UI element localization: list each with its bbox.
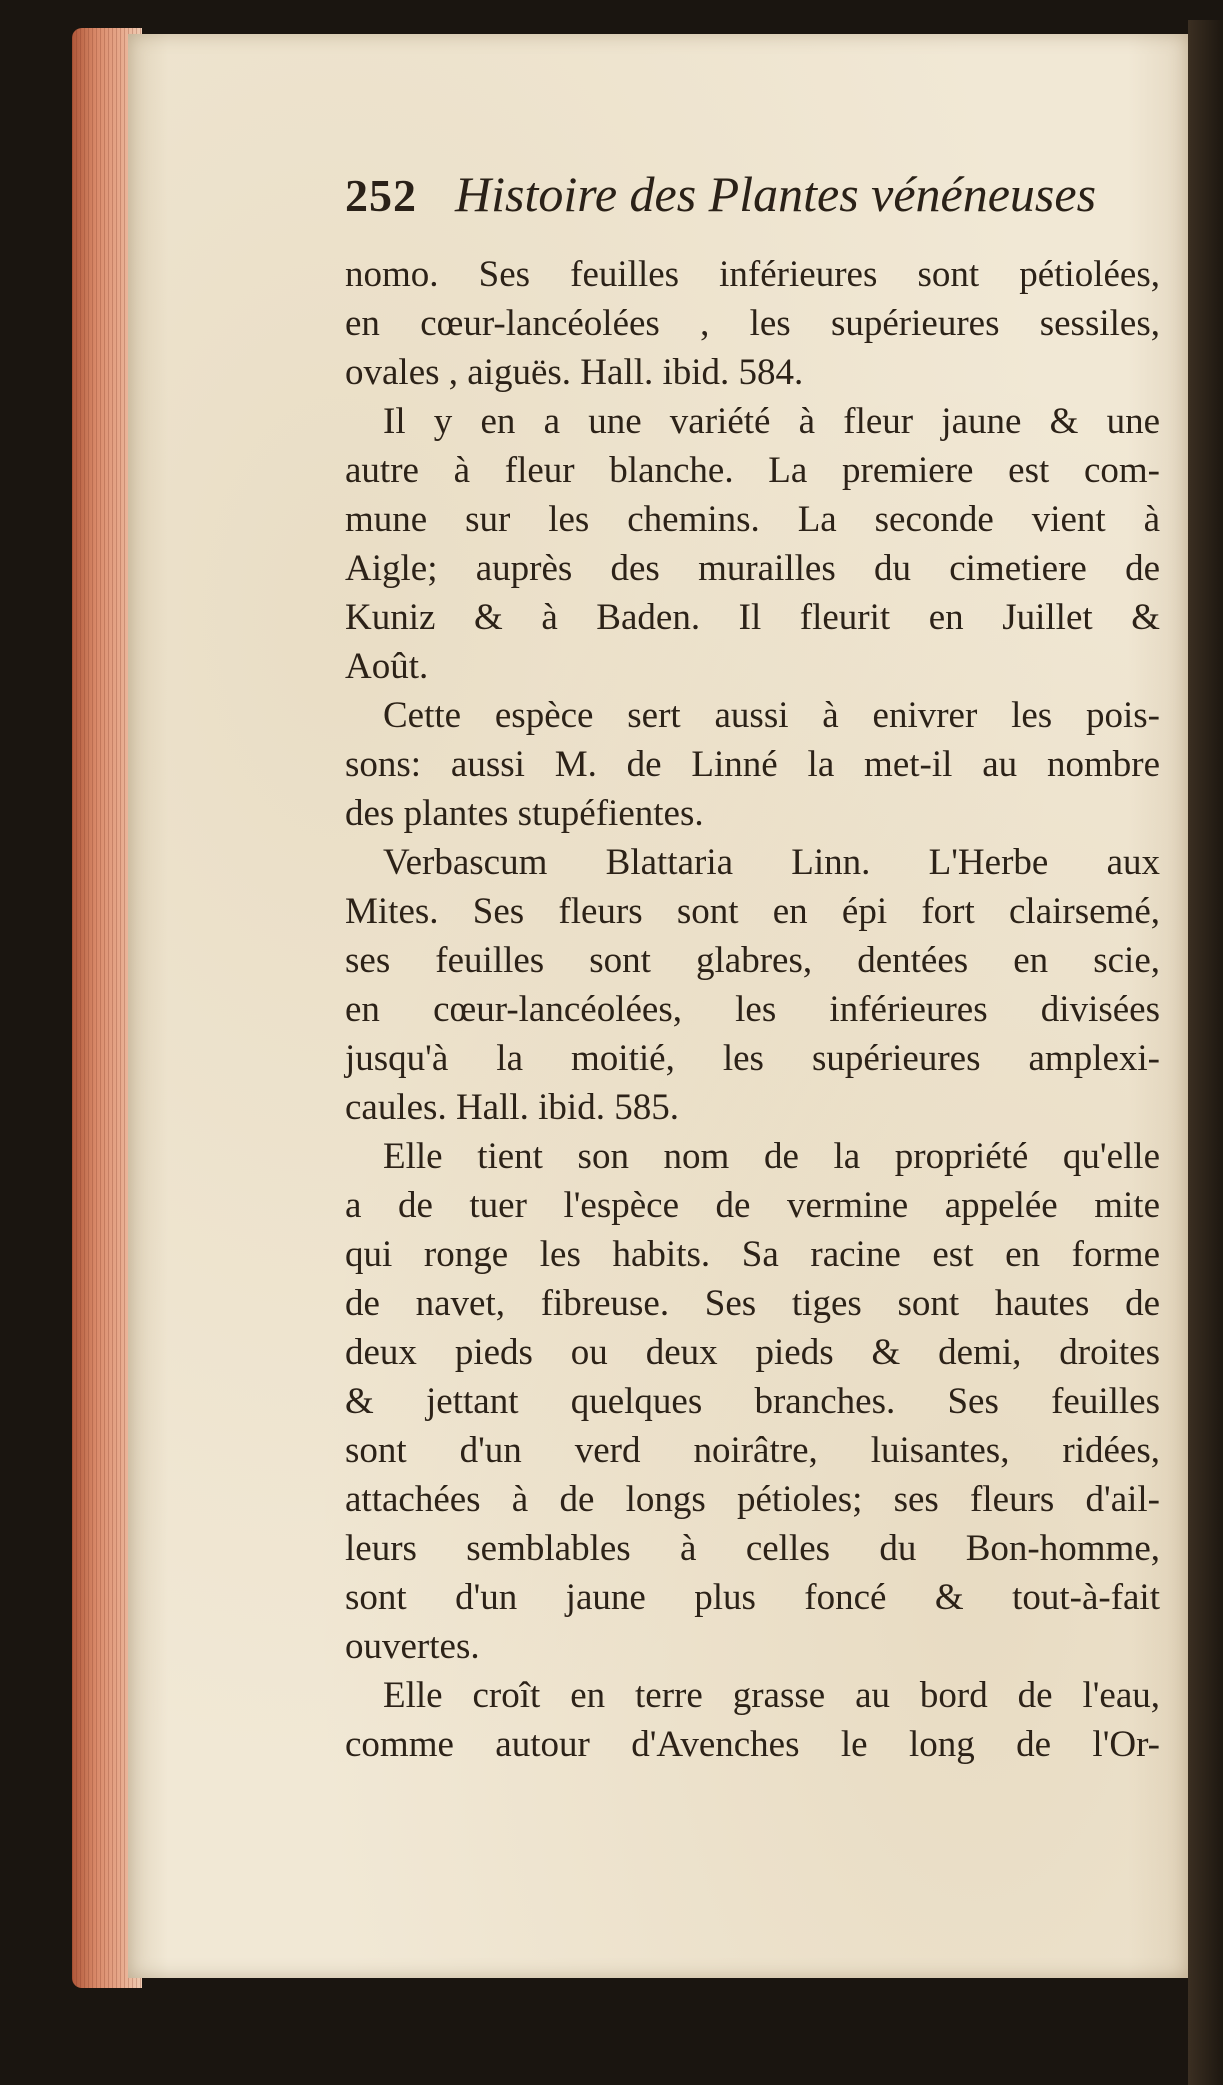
text-line bbox=[345, 691, 1160, 740]
text-line-content: Mites. Ses fleurs sont en épi fort clairsemé, bbox=[345, 891, 1160, 932]
text-line-content: deux pieds ou deux pieds & demi, droites bbox=[345, 1332, 1160, 1373]
text-line bbox=[345, 1181, 1160, 1230]
text-line bbox=[345, 642, 1160, 691]
text-line bbox=[345, 887, 1160, 936]
text-line-content: comme autour d'Avenches le long de l'Or- bbox=[345, 1724, 1160, 1765]
text-line-content: jusqu'à la moitié, les supérieures amplexi- bbox=[345, 1038, 1160, 1079]
text-line bbox=[345, 1230, 1160, 1279]
text-line-content: ouvertes. bbox=[345, 1626, 480, 1667]
body-text bbox=[345, 250, 1160, 1769]
text-line-content: en cœur-lancéolées, les inférieures divisées bbox=[345, 989, 1160, 1030]
text-line-content: Il y en a une variété à fleur jaune & une bbox=[383, 401, 1160, 442]
text-line bbox=[345, 446, 1160, 495]
running-title: Histoire des Plantes vénéneuses bbox=[455, 166, 1097, 222]
text-line bbox=[345, 1475, 1160, 1524]
text-line bbox=[345, 544, 1160, 593]
text-line bbox=[345, 593, 1160, 642]
text-line bbox=[345, 1622, 1160, 1671]
text-line bbox=[345, 1573, 1160, 1622]
text-line-content: Aigle; auprès des murailles du cimetiere de bbox=[345, 548, 1160, 589]
text-line bbox=[345, 1426, 1160, 1475]
binding-edge bbox=[1188, 20, 1223, 2085]
text-line-content: Cette espèce sert aussi à enivrer les pois- bbox=[383, 695, 1160, 736]
text-line-content: en cœur-lancéolées , les supérieures sessiles, bbox=[345, 303, 1160, 344]
text-line bbox=[345, 1377, 1160, 1426]
text-line bbox=[345, 936, 1160, 985]
text-line bbox=[345, 1132, 1160, 1181]
page-header bbox=[345, 165, 1145, 235]
text-line bbox=[345, 838, 1160, 887]
text-line-content: sont d'un verd noirâtre, luisantes, ridées, bbox=[345, 1430, 1160, 1471]
text-line bbox=[345, 1328, 1160, 1377]
text-line bbox=[345, 1524, 1160, 1573]
text-line-content: attachées à de longs pétioles; ses fleurs d'ail- bbox=[345, 1479, 1160, 1520]
text-line-content: ovales , aiguës. Hall. ibid. 584. bbox=[345, 352, 804, 393]
text-line-content: a de tuer l'espèce de vermine appelée mite bbox=[345, 1185, 1160, 1226]
text-line-content: Verbascum Blattaria Linn. L'Herbe aux bbox=[383, 842, 1160, 883]
text-line-content: autre à fleur blanche. La premiere est com- bbox=[345, 450, 1160, 491]
text-line-content: sons: aussi M. de Linné la met-il au nombre bbox=[345, 744, 1160, 785]
text-line-content: Août. bbox=[345, 646, 429, 687]
text-line-content: des plantes stupéfientes. bbox=[345, 793, 704, 834]
text-line bbox=[345, 495, 1160, 544]
text-line-content: de navet, fibreuse. Ses tiges sont hautes de bbox=[345, 1283, 1160, 1324]
text-line-content: ses feuilles sont glabres, dentées en scie, bbox=[345, 940, 1160, 981]
text-line bbox=[345, 397, 1160, 446]
text-line bbox=[345, 250, 1160, 299]
text-line bbox=[345, 789, 1160, 838]
text-line-content: sont d'un jaune plus foncé & tout-à-fait bbox=[345, 1577, 1160, 1618]
text-line-content: nomo. Ses feuilles inférieures sont pétiolées, bbox=[345, 254, 1160, 295]
text-line bbox=[345, 348, 1160, 397]
text-line-content: Elle croît en terre grasse au bord de l'eau, bbox=[383, 1675, 1160, 1716]
text-line bbox=[345, 1720, 1160, 1769]
text-line bbox=[345, 740, 1160, 789]
text-line-content: & jettant quelques branches. Ses feuilles bbox=[345, 1381, 1160, 1422]
page-number: 252 bbox=[345, 170, 417, 221]
text-line-content: mune sur les chemins. La seconde vient à bbox=[345, 499, 1160, 540]
text-line bbox=[345, 1083, 1160, 1132]
text-line-content: Elle tient son nom de la propriété qu'elle bbox=[383, 1136, 1160, 1177]
text-line-content: qui ronge les habits. Sa racine est en forme bbox=[345, 1234, 1160, 1275]
text-line bbox=[345, 985, 1160, 1034]
text-line bbox=[345, 1034, 1160, 1083]
text-line bbox=[345, 1279, 1160, 1328]
text-line bbox=[345, 1671, 1160, 1720]
text-line bbox=[345, 299, 1160, 348]
text-line-content: Kuniz & à Baden. Il fleurit en Juillet & bbox=[345, 597, 1160, 638]
text-line-content: leurs semblables à celles du Bon-homme, bbox=[345, 1528, 1160, 1569]
text-line-content: caules. Hall. ibid. 585. bbox=[345, 1087, 679, 1128]
